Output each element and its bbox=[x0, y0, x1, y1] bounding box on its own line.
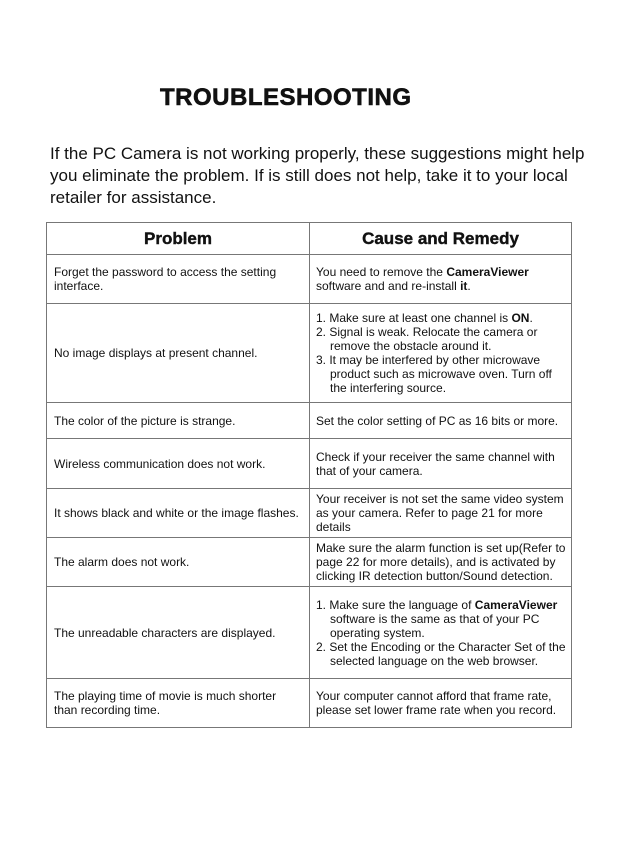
remedy-cell bbox=[310, 403, 572, 439]
header-problem: Problem bbox=[47, 223, 310, 255]
remedy-cell bbox=[310, 587, 572, 679]
remedy-text: Your computer cannot afford that frame rate, please set lower frame rate when you record. bbox=[316, 689, 557, 717]
remedy-bold-text: ON bbox=[511, 311, 530, 325]
remedy-text: software and and re-install bbox=[316, 279, 461, 293]
table-row bbox=[47, 255, 572, 304]
remedy-item bbox=[316, 265, 569, 293]
remedy-cell bbox=[310, 255, 572, 304]
remedy-item bbox=[316, 598, 569, 640]
remedy-cell bbox=[310, 304, 572, 403]
remedy-item bbox=[316, 492, 569, 534]
remedy-item bbox=[316, 353, 569, 395]
problem-cell: Wireless communication does not work. bbox=[47, 439, 310, 489]
remedy-item bbox=[316, 450, 569, 478]
remedy-item bbox=[316, 640, 569, 668]
remedy-text: . bbox=[529, 311, 533, 325]
remedy-bold-text: CameraViewer bbox=[474, 597, 558, 612]
remedy-text: Set the color setting of PC as 16 bits or more. bbox=[316, 413, 559, 428]
problem-cell: The unreadable characters are displayed. bbox=[47, 587, 310, 679]
remedy-item bbox=[316, 311, 569, 325]
remedy-text: Check if your receiver the same channel with that of your camera. bbox=[316, 449, 555, 478]
problem-cell: It shows black and white or the image flashes. bbox=[47, 489, 310, 538]
remedy-item bbox=[316, 689, 569, 717]
table-row bbox=[47, 403, 572, 439]
problem-cell: The playing time of movie is much shorter than recording time. bbox=[47, 679, 310, 728]
remedy-item bbox=[316, 414, 569, 428]
table-row bbox=[47, 304, 572, 403]
remedy-text: Make sure the alarm function is set up(Refer to page 22 for more details), and is activated by clicking IR detection button/Sound detection. bbox=[316, 541, 566, 583]
remedy-text: Your receiver is not set the same video system as your camera. Refer to page 21 for more details bbox=[316, 492, 564, 534]
problem-cell: No image displays at present channel. bbox=[47, 304, 310, 403]
problem-cell: Forget the password to access the setting interface. bbox=[47, 255, 310, 304]
remedy-cell bbox=[310, 489, 572, 538]
remedy-cell bbox=[310, 538, 572, 587]
remedy-text: . bbox=[467, 279, 471, 293]
remedy-text: software is the same as that of your PC operating system. bbox=[330, 611, 540, 640]
header-cause-and-remedy: Cause and Remedy bbox=[310, 223, 572, 255]
intro-paragraph: If the PC Camera is not working properly, these suggestions might help you eliminate the problem. If is still does not help, take it to your local retailer for assistance. bbox=[50, 144, 585, 207]
remedy-text: You need to remove the bbox=[316, 265, 447, 279]
table-row bbox=[47, 587, 572, 679]
table-row bbox=[47, 489, 572, 538]
table-row bbox=[47, 538, 572, 587]
table-body bbox=[47, 255, 572, 728]
remedy-text: 1. Make sure the language of bbox=[316, 597, 475, 612]
remedy-text: 2. Set the Encoding or the Character Set of the selected language on the web browser. bbox=[316, 639, 566, 668]
remedy-text: 3. It may be interfered by other microwave product such as microwave oven. Turn off the interfering source. bbox=[316, 353, 552, 395]
remedy-cell bbox=[310, 679, 572, 728]
remedy-bold-text: CameraViewer bbox=[446, 265, 529, 279]
problem-cell: The alarm does not work. bbox=[47, 538, 310, 587]
troubleshooting-table bbox=[46, 222, 572, 728]
remedy-text: 1. Make sure at least one channel is bbox=[316, 311, 512, 325]
problem-cell: The color of the picture is strange. bbox=[47, 403, 310, 439]
page-title: TROUBLESHOOTING bbox=[160, 84, 412, 111]
remedy-bold-text: it bbox=[460, 279, 468, 293]
remedy-text: 2. Signal is weak. Relocate the camera or remove the obstacle around it. bbox=[316, 325, 538, 353]
table-header-row bbox=[47, 223, 572, 255]
remedy-cell bbox=[310, 439, 572, 489]
table-row bbox=[47, 439, 572, 489]
remedy-item bbox=[316, 325, 569, 353]
table-row bbox=[47, 679, 572, 728]
remedy-item bbox=[316, 541, 569, 583]
